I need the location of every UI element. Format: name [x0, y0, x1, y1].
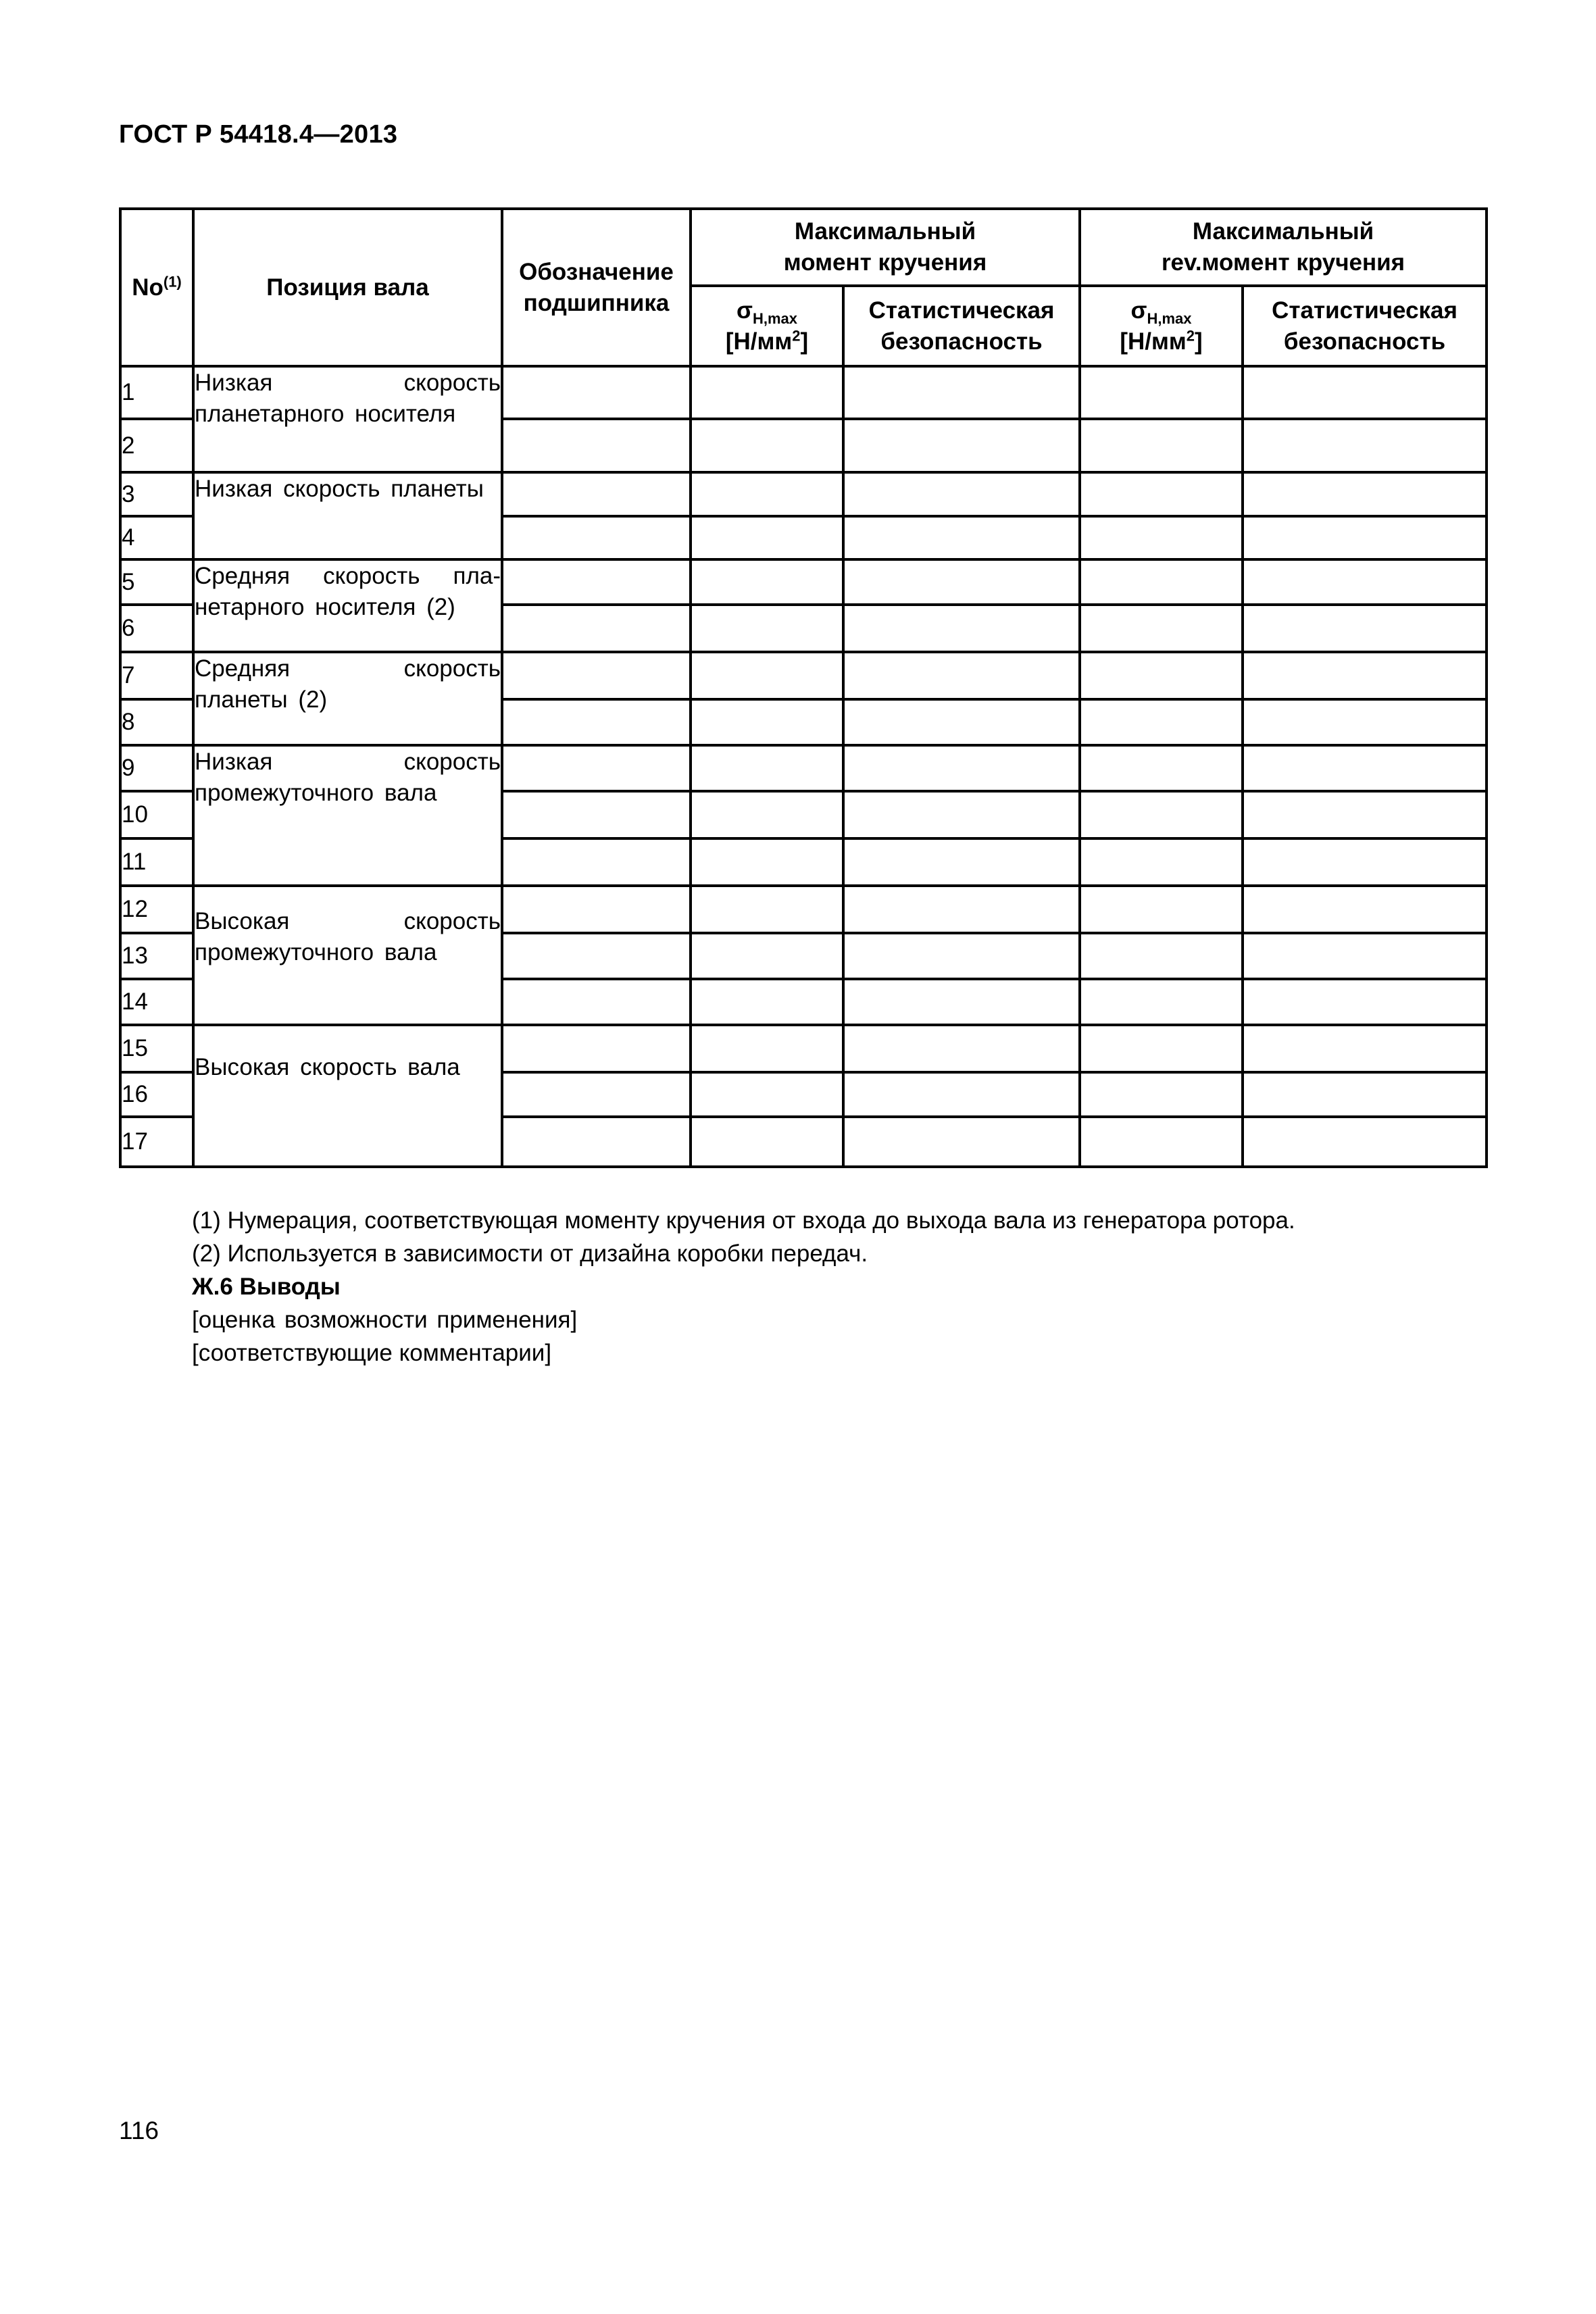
row-number: 14	[120, 979, 193, 1025]
empty-cell[interactable]	[843, 652, 1080, 699]
empty-cell[interactable]	[843, 1117, 1080, 1167]
empty-cell[interactable]	[1080, 1025, 1243, 1072]
empty-cell[interactable]	[691, 1117, 843, 1167]
empty-cell[interactable]	[843, 472, 1080, 516]
empty-cell[interactable]	[1080, 699, 1243, 745]
header-max-rev-torque: Максимальный rev.момент кручения	[1080, 209, 1487, 286]
placeholder-line-1: [оценка возможности применения]	[192, 1307, 578, 1333]
empty-cell[interactable]	[691, 652, 843, 699]
empty-cell[interactable]	[1243, 979, 1487, 1025]
empty-cell[interactable]	[1243, 1072, 1487, 1117]
empty-cell[interactable]	[843, 516, 1080, 559]
empty-cell[interactable]	[843, 933, 1080, 979]
shaft-position-cell: Высокая скорость промежуточного вала	[193, 886, 502, 1025]
row-number: 2	[120, 419, 193, 472]
table-row	[120, 745, 1487, 791]
table-row	[120, 472, 1487, 516]
empty-cell[interactable]	[1243, 1117, 1487, 1167]
empty-cell[interactable]	[843, 366, 1080, 419]
footnote-2: (2) Используется в зависимости от дизайна коробки передач.	[192, 1240, 868, 1267]
empty-cell[interactable]	[1080, 745, 1243, 791]
shaft-position-cell: Низкая скорость планетарного носителя	[193, 366, 502, 472]
empty-cell[interactable]	[502, 1025, 691, 1072]
empty-cell[interactable]	[691, 979, 843, 1025]
empty-cell[interactable]	[502, 516, 691, 559]
empty-cell[interactable]	[843, 419, 1080, 472]
empty-cell[interactable]	[502, 366, 691, 419]
shaft-position-cell: Низкая скорость промежуточного вала	[193, 745, 502, 886]
empty-cell[interactable]	[502, 745, 691, 791]
empty-cell[interactable]	[502, 838, 691, 886]
empty-cell[interactable]	[691, 1025, 843, 1072]
empty-cell[interactable]	[1243, 1025, 1487, 1072]
header-row-1	[120, 209, 1487, 286]
empty-cell[interactable]	[1080, 791, 1243, 838]
page-number: 116	[119, 2117, 159, 2144]
empty-cell[interactable]	[502, 419, 691, 472]
row-number: 4	[120, 516, 193, 559]
header-max-torque: Максимальный момент кручения	[691, 209, 1080, 286]
empty-cell[interactable]	[1243, 419, 1487, 472]
empty-cell[interactable]	[1080, 419, 1243, 472]
notes-block	[192, 1204, 1295, 1369]
empty-cell[interactable]	[1080, 366, 1243, 419]
empty-cell[interactable]	[691, 745, 843, 791]
empty-cell[interactable]	[843, 699, 1080, 745]
empty-cell[interactable]	[843, 886, 1080, 933]
header-shaft-position: Позиция вала	[193, 209, 502, 366]
row-number: 12	[120, 886, 193, 933]
empty-cell[interactable]	[1243, 652, 1487, 699]
empty-cell[interactable]	[1080, 652, 1243, 699]
empty-cell[interactable]	[1243, 699, 1487, 745]
empty-cell[interactable]	[1243, 472, 1487, 516]
row-number: 1	[120, 366, 193, 419]
empty-cell[interactable]	[502, 933, 691, 979]
shaft-position-cell: Высокая скорость вала	[193, 1025, 502, 1167]
header-sigma-rev-torque: $\sigma_{H,max}$ $[Н/мм^2]$	[1080, 286, 1243, 366]
empty-cell[interactable]	[691, 933, 843, 979]
empty-cell[interactable]	[1080, 472, 1243, 516]
table-row	[120, 652, 1487, 699]
empty-cell[interactable]	[691, 419, 843, 472]
section-title: Ж.6 Выводы	[192, 1274, 341, 1300]
empty-cell[interactable]	[1080, 838, 1243, 886]
empty-cell[interactable]	[502, 605, 691, 652]
row-number: 3	[120, 472, 193, 516]
row-number: 11	[120, 838, 193, 886]
row-number: 17	[120, 1117, 193, 1167]
empty-cell[interactable]	[691, 605, 843, 652]
row-number: 8	[120, 699, 193, 745]
row-number: 7	[120, 652, 193, 699]
shaft-position-cell: Средняя скорость пла-нетарного носителя (2)	[193, 559, 502, 652]
row-number: 15	[120, 1025, 193, 1072]
empty-cell[interactable]	[502, 1072, 691, 1117]
empty-cell[interactable]	[1243, 605, 1487, 652]
empty-cell[interactable]	[1243, 745, 1487, 791]
empty-cell[interactable]	[843, 745, 1080, 791]
empty-cell[interactable]	[502, 886, 691, 933]
empty-cell[interactable]	[1080, 516, 1243, 559]
row-number: 16	[120, 1072, 193, 1117]
empty-cell[interactable]	[1243, 366, 1487, 419]
empty-cell[interactable]	[1080, 886, 1243, 933]
placeholder-line-2: [соответствующие комментарии]	[192, 1340, 552, 1366]
empty-cell[interactable]	[1080, 979, 1243, 1025]
row-number: 5	[120, 559, 193, 605]
table-row	[120, 1025, 1487, 1072]
empty-cell[interactable]	[843, 1025, 1080, 1072]
empty-cell[interactable]	[1243, 838, 1487, 886]
empty-cell[interactable]	[502, 472, 691, 516]
header-no: No$^{(1)}$	[120, 209, 193, 366]
empty-cell[interactable]	[691, 559, 843, 605]
empty-cell[interactable]	[691, 886, 843, 933]
empty-cell[interactable]	[691, 791, 843, 838]
empty-cell[interactable]	[691, 472, 843, 516]
empty-cell[interactable]	[502, 699, 691, 745]
empty-cell[interactable]	[1080, 1072, 1243, 1117]
empty-cell[interactable]	[843, 605, 1080, 652]
row-number: 10	[120, 791, 193, 838]
empty-cell[interactable]	[843, 979, 1080, 1025]
header-safety-rev-torque: Статистическая безопасность	[1243, 286, 1487, 366]
empty-cell[interactable]	[843, 559, 1080, 605]
row-number: 9	[120, 745, 193, 791]
empty-cell[interactable]	[1080, 605, 1243, 652]
empty-cell[interactable]	[1243, 886, 1487, 933]
empty-cell[interactable]	[502, 1117, 691, 1167]
empty-cell[interactable]	[843, 791, 1080, 838]
table-row	[120, 366, 1487, 419]
header-safety-torque: Статистическая безопасность	[843, 286, 1080, 366]
footnote-1: (1) Нумерация, соответствующая моменту кручения от входа до выхода вала из генератора ротора.	[192, 1207, 1295, 1234]
table-row	[120, 559, 1487, 605]
empty-cell[interactable]	[1080, 559, 1243, 605]
empty-cell[interactable]	[691, 1072, 843, 1117]
empty-cell[interactable]	[1243, 516, 1487, 559]
empty-cell[interactable]	[691, 838, 843, 886]
empty-cell[interactable]	[1080, 1117, 1243, 1167]
row-number: 6	[120, 605, 193, 652]
empty-cell[interactable]	[843, 838, 1080, 886]
header-sigma-torque: $\sigma_{H,max}$ $[Н/мм^2]$	[691, 286, 843, 366]
row-number: 13	[120, 933, 193, 979]
shaft-position-cell: Средняя скорость планеты (2)	[193, 652, 502, 745]
bearing-table	[119, 207, 1488, 1168]
empty-cell[interactable]	[502, 979, 691, 1025]
empty-cell[interactable]	[502, 791, 691, 838]
document-header: ГОСТ Р 54418.4—2013	[119, 120, 398, 149]
header-bearing-designation: Обозначение подшипника	[502, 209, 691, 366]
empty-cell[interactable]	[843, 1072, 1080, 1117]
empty-cell[interactable]	[1243, 933, 1487, 979]
empty-cell[interactable]	[502, 652, 691, 699]
empty-cell[interactable]	[1243, 791, 1487, 838]
empty-cell[interactable]	[502, 559, 691, 605]
empty-cell[interactable]	[1243, 559, 1487, 605]
empty-cell[interactable]	[691, 699, 843, 745]
empty-cell[interactable]	[691, 366, 843, 419]
shaft-position-cell: Низкая скорость планеты	[193, 472, 502, 559]
empty-cell[interactable]	[1080, 933, 1243, 979]
empty-cell[interactable]	[691, 516, 843, 559]
table-row	[120, 886, 1487, 933]
